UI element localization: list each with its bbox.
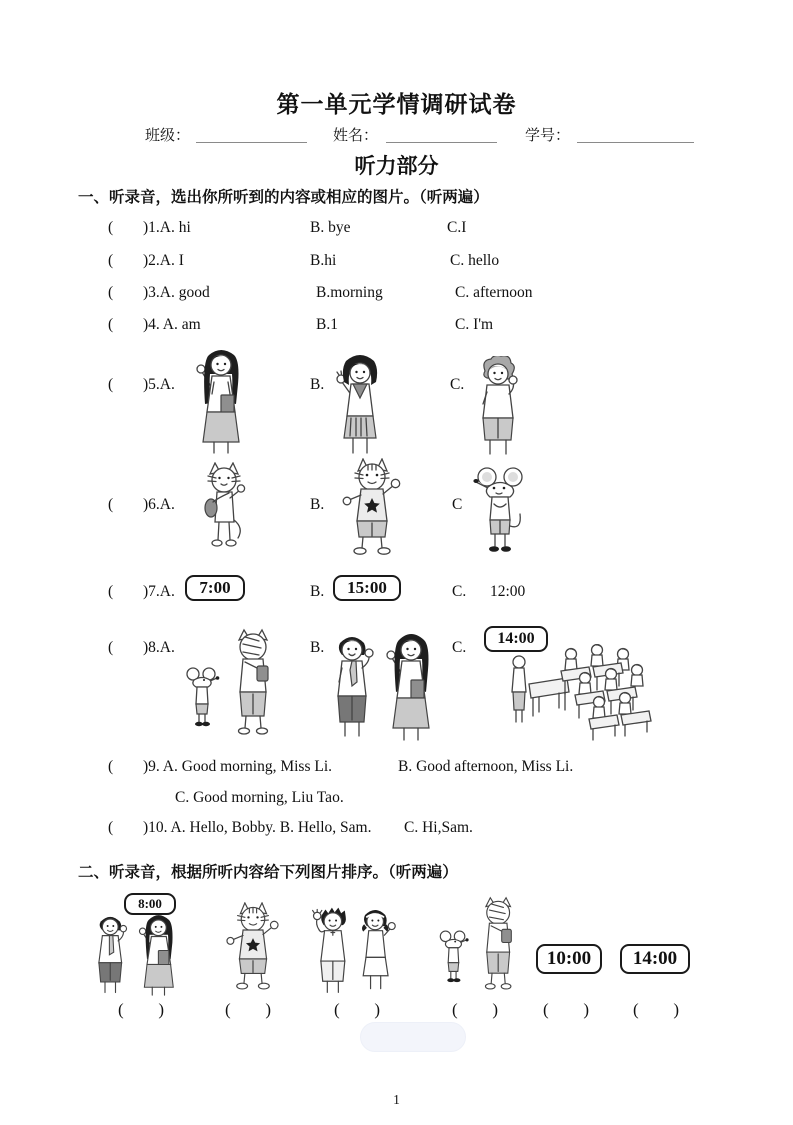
sort-image-boy-and-teacher-icon bbox=[88, 912, 192, 996]
answer-blank-4: ( ) bbox=[452, 1000, 498, 1019]
clock-7-00: 7:00 bbox=[185, 575, 245, 601]
q9-paren: ( bbox=[108, 758, 114, 775]
q10-options-ab: )10. A. Hello, Bobby. B. Hello, Sam. bbox=[143, 819, 372, 836]
q10-option-c: C. Hi,Sam. bbox=[404, 819, 473, 836]
q5-option-c-label: C. bbox=[450, 376, 465, 393]
q2-option-a: )2.A. I bbox=[143, 252, 184, 269]
q3-option-a: )3.A. good bbox=[143, 284, 210, 301]
clock-8-00: 8:00 bbox=[124, 893, 176, 915]
woman-teacher-waving-icon bbox=[192, 348, 250, 456]
class-field-label: 班级： bbox=[145, 128, 191, 144]
sort-image-tabby-cat-icon bbox=[214, 902, 292, 996]
q4-option-b: B.1 bbox=[316, 316, 338, 333]
q6-option-b-label: B. bbox=[310, 496, 325, 513]
clock-15-00: 15:00 bbox=[333, 575, 401, 601]
name-field-line bbox=[386, 141, 497, 143]
student-number-field-label: 学号： bbox=[525, 128, 571, 144]
q5-paren: ( bbox=[108, 376, 114, 393]
page-title: 第一单元学情调研试卷 bbox=[276, 92, 517, 117]
sort-image-mouse-and-cat-icon bbox=[432, 896, 524, 996]
q6-paren: ( bbox=[108, 496, 114, 513]
page-number: 1 bbox=[393, 1092, 400, 1107]
q8-option-b-label: B. bbox=[310, 639, 325, 656]
q6-option-a-label: )6.A. bbox=[143, 496, 175, 513]
q3-paren: ( bbox=[108, 284, 114, 301]
boy-waving-icon bbox=[466, 356, 530, 458]
q9-option-b: B. Good afternoon, Miss Li. bbox=[398, 758, 574, 775]
q8-option-c-label: C. bbox=[452, 639, 467, 656]
answer-blank-6: ( ) bbox=[633, 1000, 679, 1019]
q2-option-b: B.hi bbox=[310, 252, 337, 269]
q7-option-c-label: C. bbox=[452, 583, 467, 600]
sort-image-boy-and-girl-icon bbox=[308, 904, 400, 996]
q9-option-c: C. Good morning, Liu Tao. bbox=[175, 789, 344, 806]
classroom-scene-icon bbox=[505, 644, 665, 744]
answer-blank-1: ( ) bbox=[118, 1000, 164, 1019]
q8-option-a-label: )8.A. bbox=[143, 639, 175, 656]
q10-paren: ( bbox=[108, 819, 114, 836]
q3-option-b: B.morning bbox=[316, 284, 383, 301]
q1-option-b: B. bye bbox=[310, 219, 351, 236]
q6-option-c-label: C bbox=[452, 496, 463, 513]
q5-option-b-label: B. bbox=[310, 376, 325, 393]
q1-paren: ( bbox=[108, 219, 114, 236]
class-field-line bbox=[196, 141, 307, 143]
answer-blank-2: ( ) bbox=[225, 1000, 271, 1019]
q4-option-a: )4. A. am bbox=[143, 316, 201, 333]
mouse-standing-icon bbox=[470, 464, 530, 562]
q7-option-b-label: B. bbox=[310, 583, 325, 600]
q7-paren: ( bbox=[108, 583, 114, 600]
q3-option-c: C. afternoon bbox=[455, 284, 533, 301]
q4-option-c: C. I'm bbox=[455, 316, 494, 333]
answer-blank-3: ( ) bbox=[334, 1000, 380, 1019]
tabby-cat-star-shirt-icon bbox=[332, 458, 412, 562]
q1-option-c: C.I bbox=[447, 219, 467, 236]
q7-option-a-label: )7.A. bbox=[143, 583, 175, 600]
white-cat-waving-icon bbox=[188, 462, 254, 562]
q7-time-text: 12:00 bbox=[490, 583, 526, 600]
mouse-and-cat-icon bbox=[183, 628, 277, 742]
girl-waving-icon bbox=[328, 352, 392, 458]
q4-paren: ( bbox=[108, 316, 114, 333]
part1-heading: 一、听录音，选出你所听到的内容或相应的图片。（听两遍） bbox=[78, 189, 489, 206]
q1-option-a: )1.A. hi bbox=[143, 219, 191, 236]
q2-paren: ( bbox=[108, 252, 114, 269]
clock-14-00: 14:00 bbox=[620, 944, 690, 974]
clock-14-00-classroom: 14:00 bbox=[484, 626, 548, 652]
student-number-field-line bbox=[577, 141, 694, 143]
q2-option-c: C. hello bbox=[450, 252, 500, 269]
listening-section-header: 听力部分 bbox=[354, 155, 439, 178]
clock-10-00: 10:00 bbox=[536, 944, 602, 974]
part2-heading: 二、听录音，根据所听内容给下列图片排序。（听两遍） bbox=[78, 864, 458, 881]
q9-option-a: )9. A. Good morning, Miss Li. bbox=[143, 758, 333, 775]
watermark bbox=[360, 1022, 466, 1052]
q5-option-a-label: )5.A. bbox=[143, 376, 175, 393]
name-field-label: 姓名： bbox=[333, 128, 379, 144]
answer-blank-5: ( ) bbox=[543, 1000, 589, 1019]
boy-and-teacher-waving-icon bbox=[326, 630, 444, 744]
q8-paren: ( bbox=[108, 639, 114, 656]
